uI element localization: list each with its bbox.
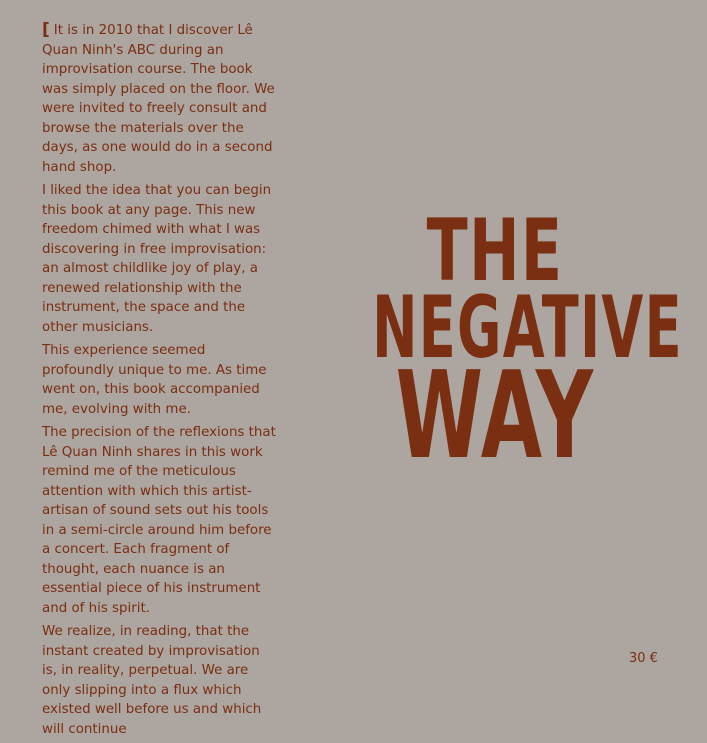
title-line-2: NEGATIVE [372,278,683,378]
blurb-paragraph: This experience seemed profoundly unique to me. As time went on, this book accompanied me, evolving with me. [42,343,267,417]
blurb-paragraph: I liked the idea that you can begin this book at any page. This new freedom chimed with what I was discovering in free improvisation: an almost childlike joy of play, a renewed relationship with the instrument, the space and the other musicians. [42,183,272,335]
title-line-3: WAY [395,347,595,486]
blurb-paragraph: The precision of the reflexions that Lê Quan Ninh shares in this work remind me of the meticulous attention with which this artist-artisan of sound sets out his tools in a semi-circle around him before a concert. Each fragment of thought, each nuance is an essential piece of his instrument and of his spirit. [42,425,276,616]
blurb-paragraph [42,21,278,177]
blurb-paragraph: We realize, in reading, that the instant created by improvisation is, in reality, perpetual. We are only slipping into a flux which existed well before us and which will continue [42,624,262,737]
blurb-text [42,21,278,743]
price-label: 30 € [629,651,658,666]
opening-bracket: [ [42,20,50,40]
blurb-paragraph-text: It is in 2010 that I discover Lê Quan Ninh's ABC during an improvisation course. The book was simply placed on the floor. We were invited to freely consult and browse the materials over the days, as one would do in a second hand shop. [42,23,275,175]
title-line-1: THE [426,201,564,301]
